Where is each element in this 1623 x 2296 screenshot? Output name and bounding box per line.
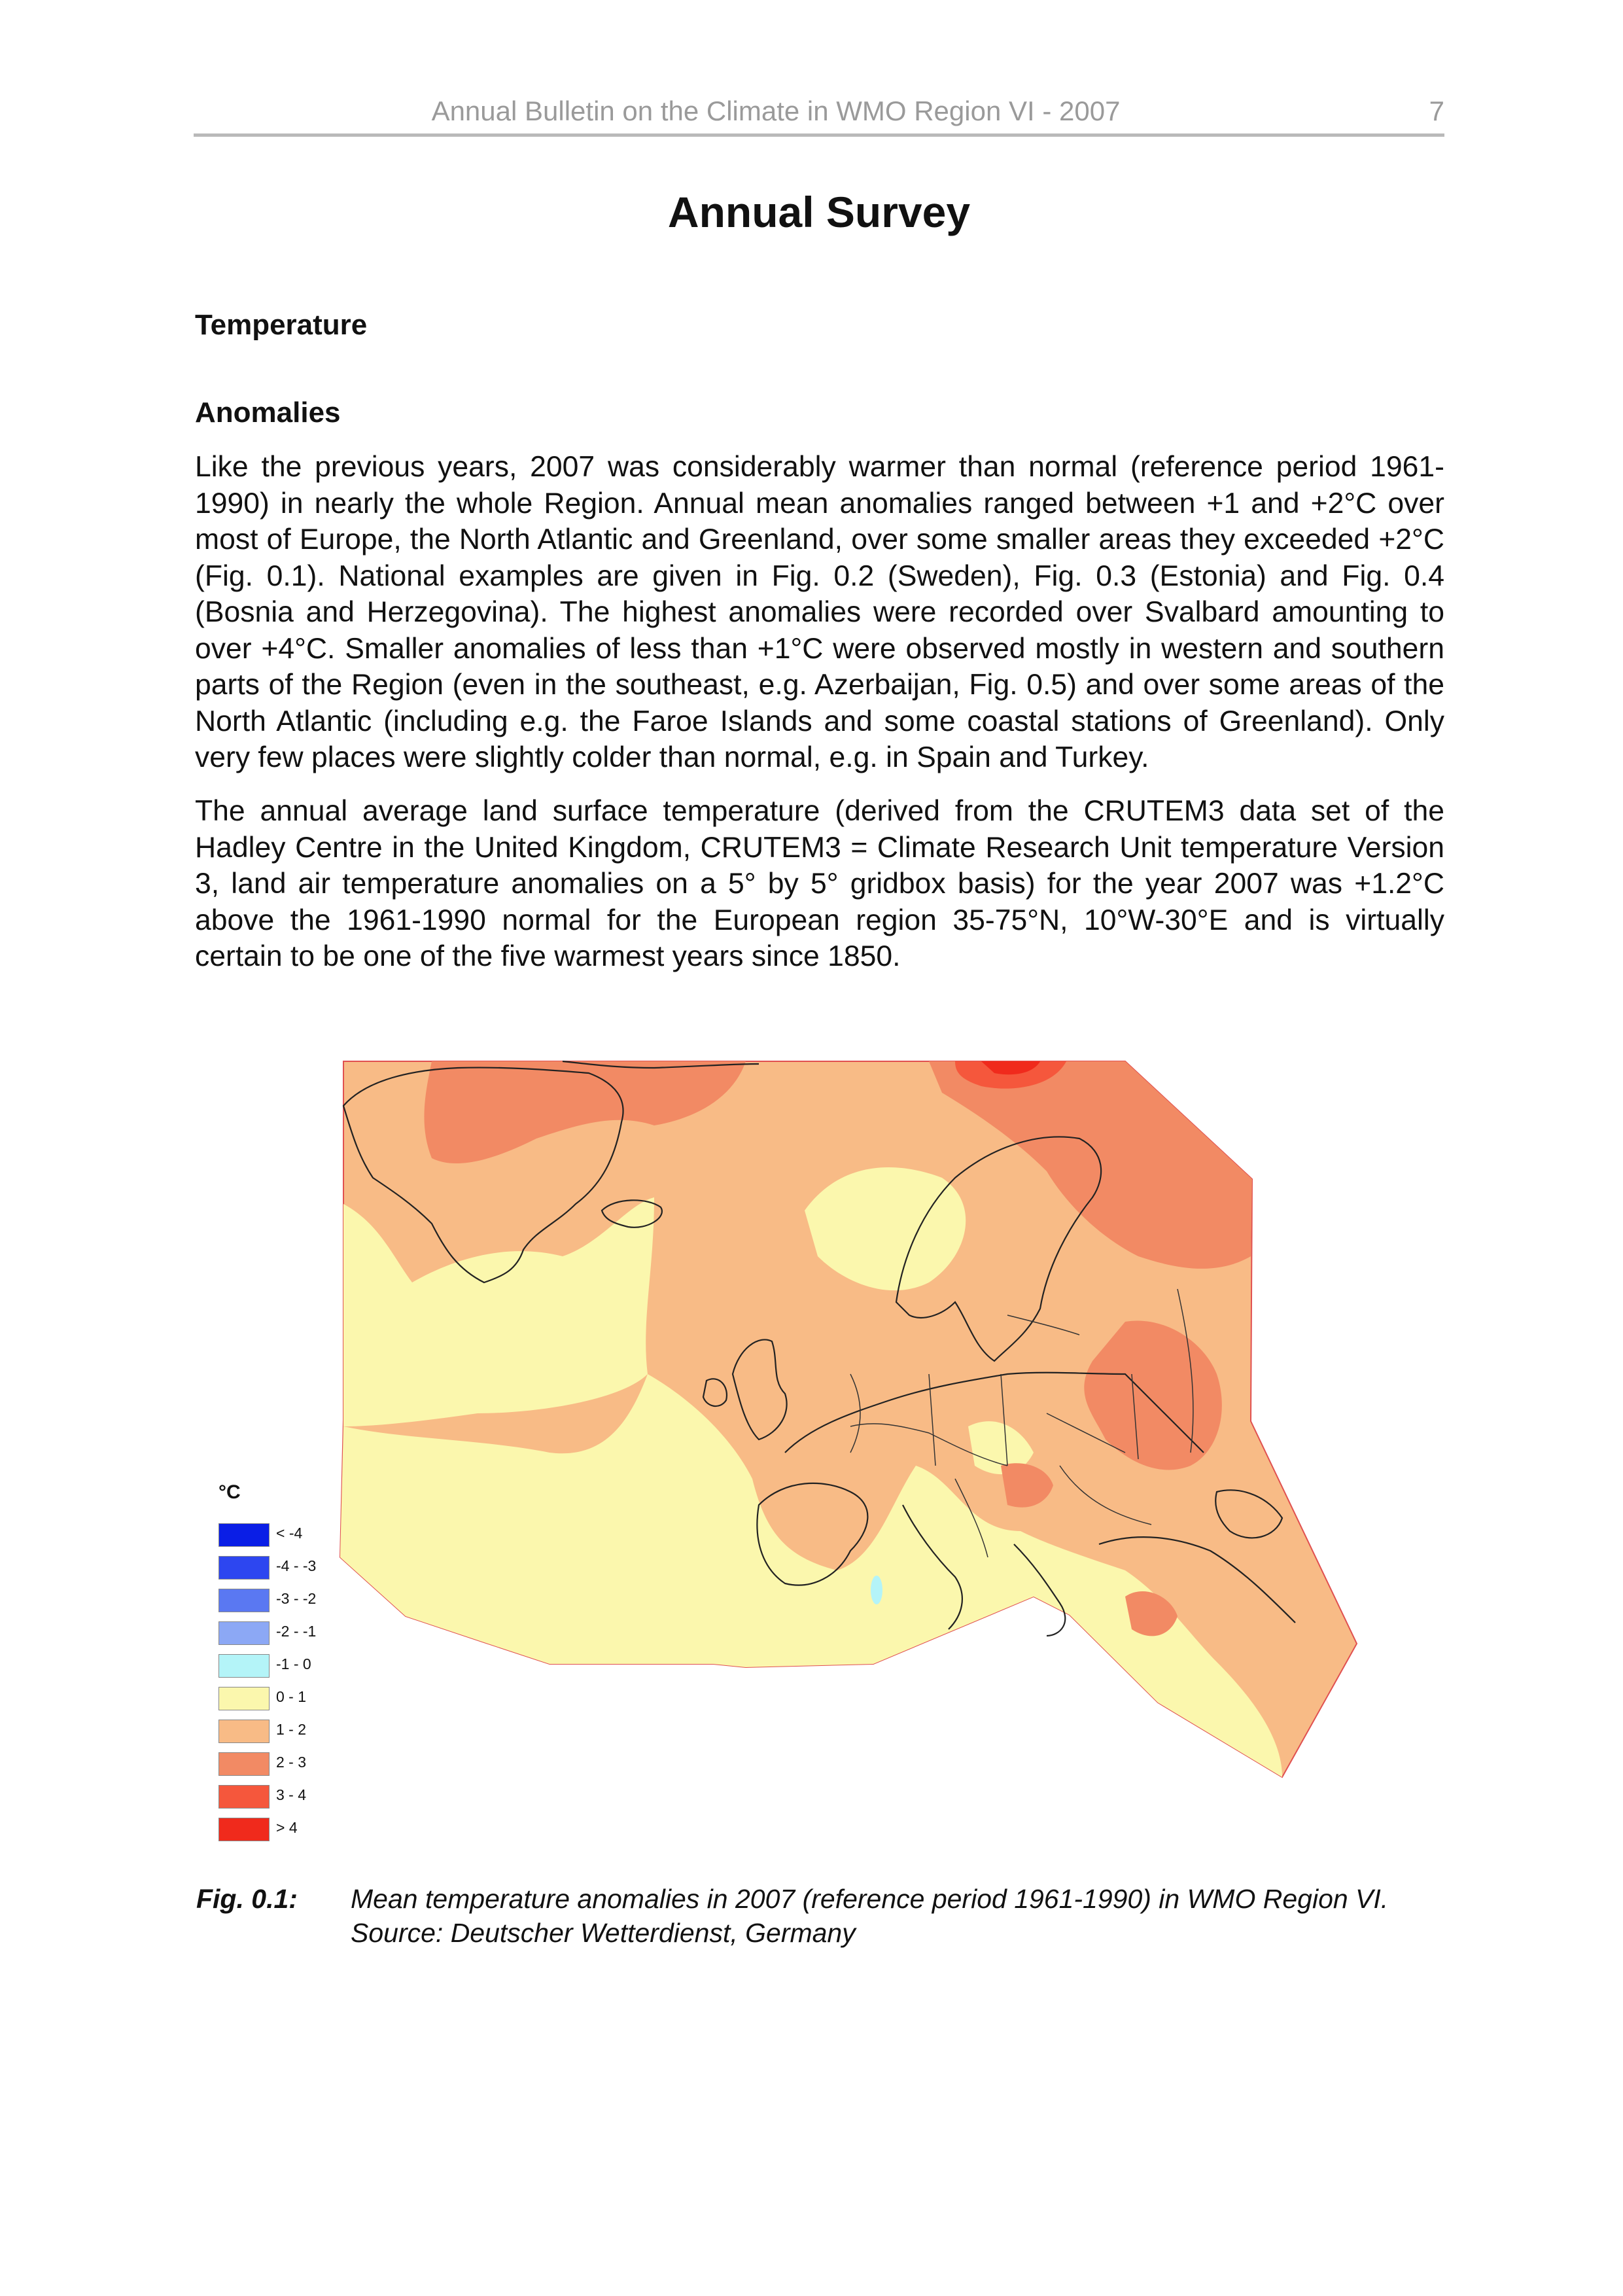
legend-swatch <box>218 1523 270 1547</box>
figure-caption-text <box>351 1882 1450 1950</box>
legend-swatch <box>218 1556 270 1580</box>
legend-row <box>218 1552 362 1585</box>
figure-label: Fig. 0.1: <box>196 1884 298 1914</box>
legend-swatch <box>218 1589 270 1612</box>
legend-swatch <box>218 1654 270 1678</box>
anomaly-map <box>196 1008 1439 1858</box>
legend-row <box>218 1617 362 1650</box>
legend-label: 2 - 3 <box>276 1754 307 1771</box>
legend-row <box>218 1585 362 1617</box>
subsection-heading-anomalies: Anomalies <box>195 397 341 429</box>
caption-line-1: Mean temperature anomalies in 2007 (reference period 1961-1990) in WMO Region VI. <box>351 1884 1389 1914</box>
anomaly-zones-minus1-0 <box>871 1576 882 1604</box>
legend-label: -4 - -3 <box>276 1557 317 1574</box>
legend-row <box>218 1748 362 1781</box>
legend-row <box>218 1781 362 1814</box>
running-title: Annual Bulletin on the Climate in WMO Region VI - 2007 <box>431 96 1121 126</box>
page-title: Annual Survey <box>667 188 971 236</box>
legend-row <box>218 1650 362 1683</box>
legend-label: -3 - -2 <box>276 1590 317 1607</box>
map-legend <box>218 1481 362 1848</box>
legend-label: 3 - 4 <box>276 1786 307 1803</box>
page-number: 7 <box>1429 96 1444 126</box>
legend-unit: °C <box>218 1481 241 1503</box>
paragraph-anomalies: Like the previous years, 2007 was considerably warmer than normal (reference period 1961-1990) in nearly the whole Region. Annual mean anomalies ranged between +1 and +2°C over most of Europe, the North Atlantic and Greenland, over some smaller areas they exceeded +2°C (Fig. 0.1). National examples are given in Fig. 0.2 (Sweden), Fig. 0.3 (Estonia) and Fig. 0.4 (Bosnia and Herzegovina). The highest anomalies were recorded over Svalbard amounting to over +4°C. Smaller anomalies of less than +1°C were observed mostly in western and southern parts of the Region (even in the southeast, e.g. Azerbaijan, Fig. 0.5) and over some areas of the North Atlantic (including e.g. the Faroe Islands and some coastal stations of Greenland). Only very few places were slightly colder than normal, e.g. in Spain and Turkey. <box>195 451 1444 773</box>
legend-label: -1 - 0 <box>276 1655 311 1672</box>
legend-row <box>218 1814 362 1846</box>
legend-row <box>218 1519 362 1552</box>
section-heading-temperature: Temperature <box>195 309 368 341</box>
legend-label: < -4 <box>276 1525 303 1542</box>
legend-label: 1 - 2 <box>276 1721 307 1738</box>
legend-swatch <box>218 1752 270 1776</box>
legend-label: 0 - 1 <box>276 1688 307 1705</box>
legend-swatch <box>218 1785 270 1809</box>
legend-swatch <box>218 1818 270 1841</box>
running-header <box>194 92 1444 137</box>
legend-row <box>218 1716 362 1748</box>
legend-swatch <box>218 1621 270 1645</box>
legend-swatch <box>218 1720 270 1743</box>
legend-label: -2 - -1 <box>276 1623 317 1640</box>
paragraph-land-temperature: The annual average land surface temperature (derived from the CRUTEM3 data set of the Hadley Centre in the United Kingdom, CRUTEM3 = Climate Research Unit temperature Version 3, land air temperature anomalies on a 5° by 5° gridbox basis) for the year 2007 was +1.2°C above the 1961-1990 normal for the European region 35-75°N, 10°W-30°E and is virtually certain to be one of the five warmest years since 1850. <box>195 795 1444 972</box>
caption-line-2: Source: Deutscher Wetterdienst, Germany <box>351 1918 856 1948</box>
legend-row <box>218 1683 362 1716</box>
legend-swatch <box>218 1687 270 1710</box>
legend-label: > 4 <box>276 1819 298 1836</box>
anomaly-map-figure <box>196 1008 1439 1858</box>
